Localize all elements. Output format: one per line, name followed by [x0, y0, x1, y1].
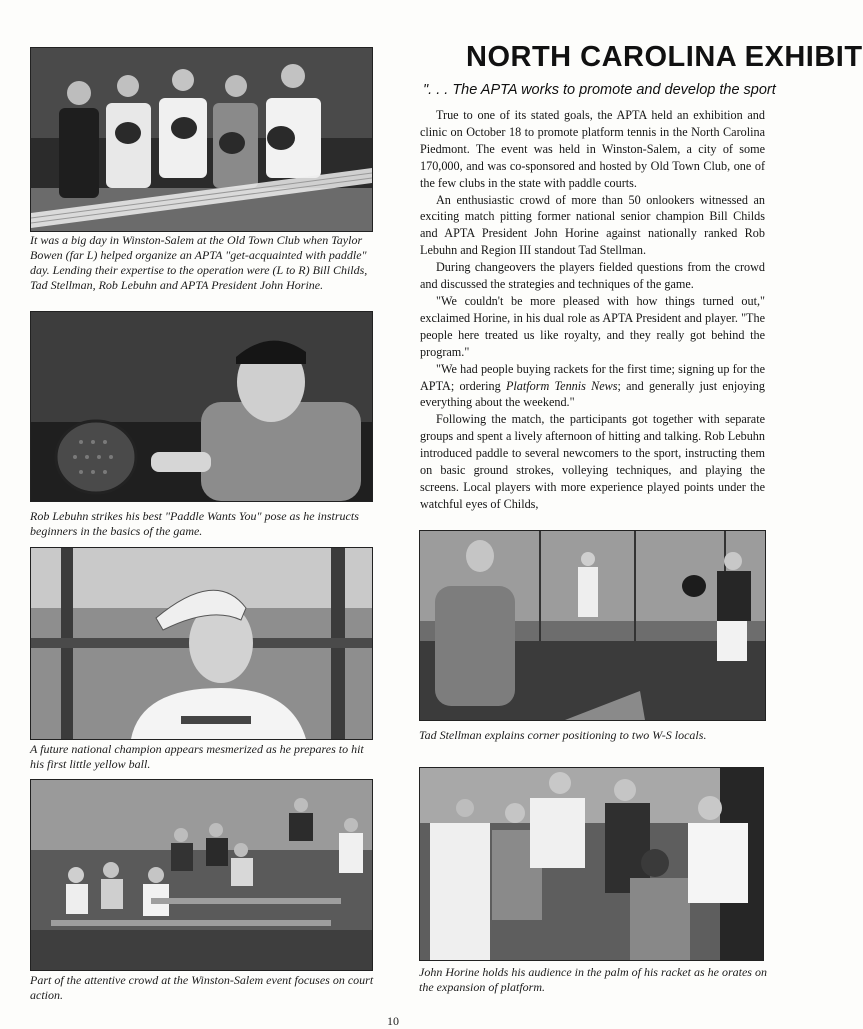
article-paragraph: During changeovers the players fielded questions from the crowd and discussed the strategies and techniques of the game.: [420, 260, 765, 292]
publication-name: Platform Tennis News: [505, 378, 618, 393]
article-paragraph: "We couldn't be more pleased with how things turned out," exclaimed Horine, in his dual role as APTA President and player. "The people here treated us like royalty, and they really got behind the program.": [420, 293, 765, 359]
caption-text: John Horine holds his audience in the palm of his racket as he orates on the expansion of: [419, 965, 767, 994]
photo-paddle-pose: [30, 311, 373, 502]
article-paragraph: Following the match, the participants got together with separate groups and spent a lively afternoon of hitting and talking. Rob Lebuhn introduced paddle to several newcomers to the sport, instructing them on basic ground strokes, volleying techniques, and playing the screens. Local players with more experience played points under the watchful eyes of Childs,: [420, 412, 765, 511]
article-subtitle: ". . . The APTA works to promote and develop the sport: [423, 82, 776, 98]
photo-court-positioning: [419, 530, 766, 721]
photo-caption: Part of the attentive crowd at the Winston-Salem event focuses on court action.: [30, 973, 374, 1002]
article-paragraph: An enthusiastic crowd of more than 50 onlookers witnessed an exciting match pitting former national senior champion Bill Childs and APTA President John Horine against nationally ranked Rob Lebuhn and Region III standout Tad Stellman.: [420, 192, 765, 258]
photo-young-player: [30, 547, 373, 740]
caption-text: .: [542, 980, 545, 994]
photo-caption: A future national champion appears mesmerized as he prepares to hit his first little yellow ball.: [30, 742, 364, 771]
photo-group-players: [30, 47, 373, 232]
article-paragraph: [420, 361, 765, 412]
page-number: 10: [387, 1014, 399, 1028]
photo-audience: [419, 767, 764, 961]
photo-caption: [419, 965, 769, 995]
caption-emphasis: platform: [500, 980, 542, 994]
article-body: [420, 107, 765, 513]
article-title: NORTH CAROLINA EXHIBIT: [466, 41, 863, 73]
photo-caption: Rob Lebuhn strikes his best "Paddle Wants You" pose as he instructs beginners in the basics of the game.: [30, 509, 359, 538]
quote-text: ; and generally just enjoying everything about the weekend.": [420, 378, 765, 410]
photo-caption: It was a big day in Winston-Salem at the Old Town Club when Taylor Bowen (far L) helped organize an APTA "get-acquainted with paddle" day. Lending their expertise to the operation were (L to R) Bill Childs, Tad Stellman, Rob Lebuhn and APTA President John Horine.: [30, 233, 368, 292]
article-paragraph: True to one of its stated goals, the APTA held an exhibition and clinic on October 18 to promote platform tennis in the North Carolina Piedmont. The event was held in Winston-Salem, a city of some 170,000, and was co-sponsored and hosted by Old Town Club, one of the few clubs in the state with paddle courts.: [420, 108, 765, 190]
quote-text: "We had people buying rackets for the first time; signing up for the APTA; ordering: [420, 361, 765, 393]
photo-caption: Tad Stellman explains corner positioning to two W-S locals.: [419, 728, 707, 742]
photo-crowd: [30, 779, 373, 971]
